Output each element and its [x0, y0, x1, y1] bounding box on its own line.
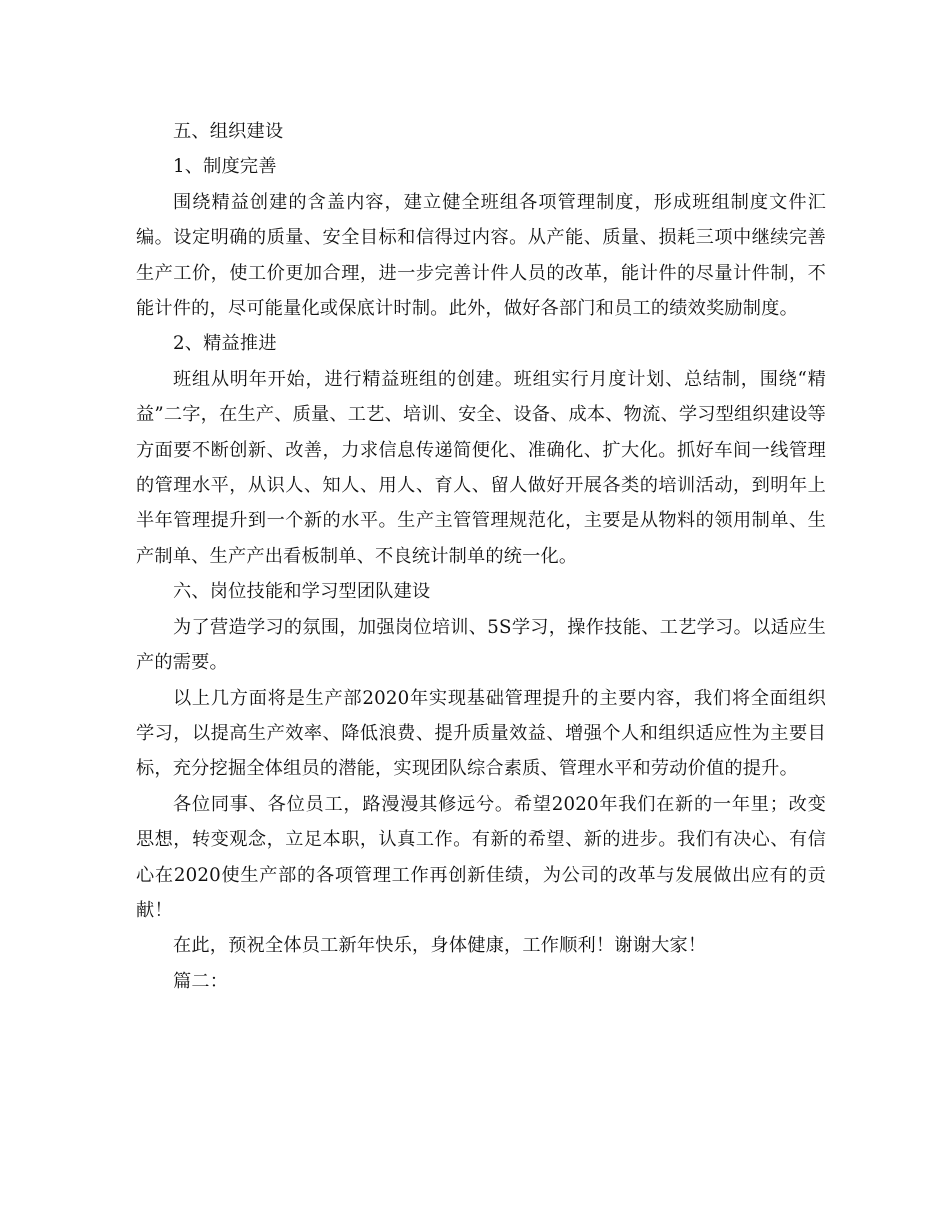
paragraph-lean-promotion: 班组从明年开始，进行精益班组的创建。班组实行月度计划、总结制，围绕“精益”二字，在生产、质量、工艺、培训、安全、设备、成本、物流、学习型组织建设等方面要不断创新、改善，力求信息传递简便化、准确化、扩大化。抓好车间一线管理的管理水平，从识人、知人、用人、育人、留人做好开展各类的培训活动，到明年上半年管理提升到一个新的水平。生产主管管理规范化，主要是从物料的领用制单、生产制单、生产产出看板制单、不良统计制单的统一化。 [136, 368, 826, 567]
part-two-label: 篇二： [173, 970, 229, 992]
section-heading-organization: 五、组织建设 [173, 121, 284, 142]
document-page [136, 114, 826, 999]
paragraph-learning-atmosphere: 为了营造学习的氛围，加强岗位培训、5S学习，操作技能、工艺学习。以适应生产的需要。 [136, 616, 826, 674]
section-heading-skills-learning: 六、岗位技能和学习型团队建设 [173, 581, 431, 603]
paragraph-summary: 以上几方面将是生产部2020年实现基础管理提升的主要内容，我们将全面组织学习，以提高生产效率、降低浪费、提升质量效益、增强个人和组织适应性为主要目标，充分挖掘全体组员的潜能，实现团队综合素质、管理水平和劳动价值的提升。 [136, 687, 826, 780]
paragraph-wishes: 各位同事、各位员工，路漫漫其修远兮。希望2020年我们在新的一年里；改变思想，转变观念，立足本职，认真工作。有新的希望、新的进步。我们有决心、有信心在2020使生产部的各项管理工作再创新佳绩，为公司的改革与发展做出应有的贡献！ [136, 793, 826, 921]
paragraph-system-improvement: 围绕精益创建的含盖内容，建立健全班组各项管理制度，形成班组制度文件汇编。设定明确的质量、安全目标和信得过内容。从产能、质量、损耗三项中继续完善生产工价，使工价更加合理，进一步完善计件人员的改革，能计件的尽量计件制，不能计件的，尽可能量化或保底计时制。此外，做好各部门和员工的绩效奖励制度。 [136, 191, 826, 320]
subheading-lean-promotion: 2、精益推进 [173, 333, 277, 355]
subheading-system-improvement: 1、制度完善 [173, 156, 277, 178]
paragraph-greeting: 在此，预祝全体员工新年快乐，身体健康，工作顺利！谢谢大家！ [173, 935, 707, 957]
